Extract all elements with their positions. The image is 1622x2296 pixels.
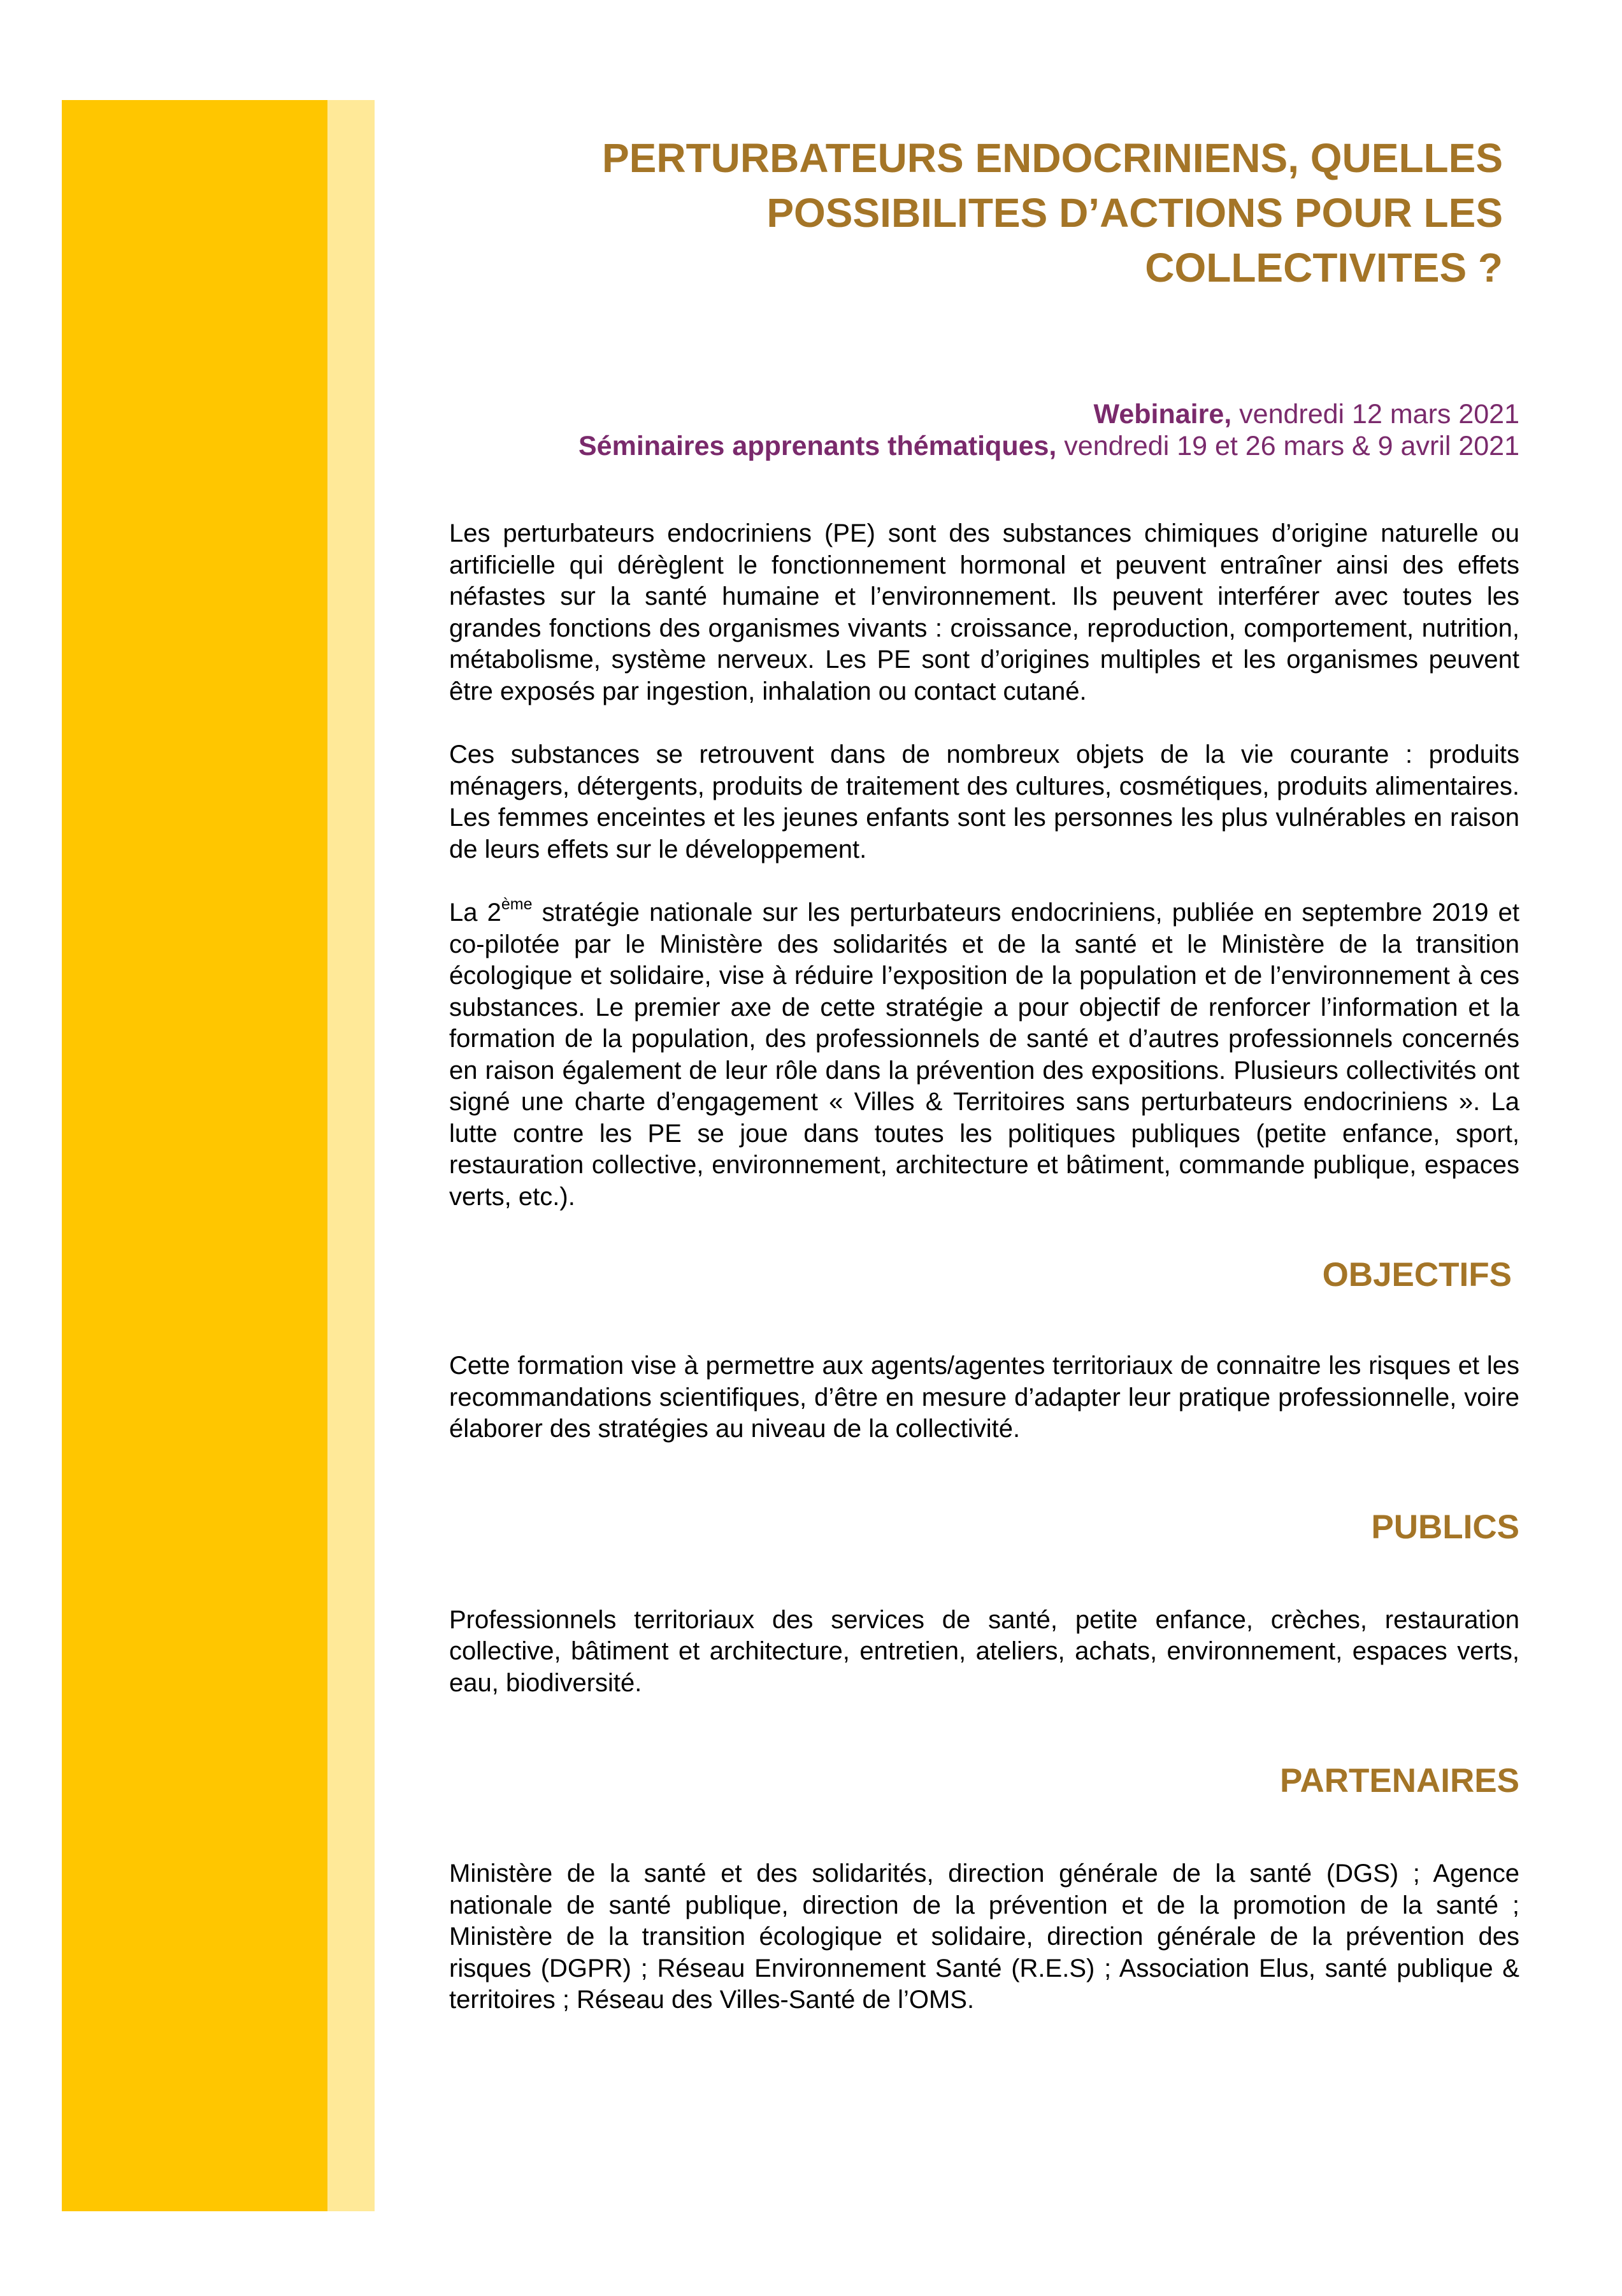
intro-paragraph-2: Ces substances se retrouvent dans de nombreux objets de la vie courante : produits ménagers, détergents, produits de traitement des cultures, cosmétiques, produits alimentaires. Les femmes enceintes et les jeunes enfants sont les personnes les plus vulnérables en raison de leurs effets sur le développement.: [449, 740, 1519, 863]
decorative-band-light: [327, 100, 375, 2211]
session-dates: [449, 398, 1519, 462]
session-date: vendredi 19 et 26 mars & 9 avril 2021: [1056, 431, 1519, 461]
document-title: PERTURBATEURS ENDOCRINIENS, QUELLES POSSIBILITES D’ACTIONS POUR LES COLLECTIVITES ?: [601, 135, 1503, 291]
session-seminaires: [449, 430, 1519, 462]
publics-heading: PUBLICS: [1371, 1508, 1519, 1546]
publics-text: Professionnels territoriaux des services de santé, petite enfance, crèches, restauration collective, bâtiment et architecture, entretien, ateliers, achats, environnement, espaces verts, eau, biodiversité.: [449, 1605, 1519, 1697]
partenaires-heading: PARTENAIRES: [1280, 1762, 1519, 1800]
session-webinaire: [449, 398, 1519, 430]
session-date: vendredi 12 mars 2021: [1231, 399, 1519, 430]
strategy-text-rest: stratégie nationale sur les perturbateurs endocriniens, publiée en septembre 2019 et co-pilotée par le Ministère des solidarités et de la santé et le Ministère de la transition écologique et solidaire, vise à réduire l’exposition de la population et de l’environnement à ces substances. Le premier axe de cette stratégie a pour objectif de renforcer l’information et la formation de la population, des professionnels de santé et d’autres professionnels concernés en raison également de leur rôle dans la prévention des expositions. Plusieurs collectivités ont signé une charte d’engagement « Villes & Territoires sans perturbateurs endocriniens ». La lutte contre les PE se joue dans toutes les politiques publiques (petite enfance, sport, restauration collective, environnement, architecture et bâtiment, commande publique, espaces verts, etc.).: [449, 899, 1520, 1211]
strategy-text-start: La 2: [449, 899, 501, 927]
strategy-superscript: ème: [501, 895, 533, 913]
intro-paragraph-1: Les perturbateurs endocriniens (PE) sont des substances chimiques d’origine naturelle ou artificielle qui dérèglent le fonctionnement hormonal et peuvent entraîner ainsi des effets néfastes sur la santé humaine et l’environnement. Ils peuvent interférer avec toutes les grandes fonctions des organismes vivants : croissance, reproduction, comportement, nutrition, métabolisme, système nerveux. Les PE sont d’origines multiples et les organismes peuvent être exposés par ingestion, inhalation ou contact cutané.: [449, 519, 1519, 705]
objectifs-heading: OBJECTIFS: [1322, 1256, 1512, 1294]
partenaires-text: Ministère de la santé et des solidarités, direction générale de la santé (DGS) ; Agence nationale de santé publique, direction de la prévention et de la promotion de la santé ; Ministère de la transition écologique et solidaire, direction générale de la prévention des risques (DGPR) ; Réseau Environnement Santé (R.E.S) ; Association Elus, santé publique & territoires ; Réseau des Villes-Santé de l’OMS.: [449, 1859, 1519, 2014]
document-content: [449, 131, 1519, 2016]
objectifs-text: Cette formation vise à permettre aux agents/agentes territoriaux de connaitre les risques et les recommandations scientifiques, d’être en mesure d’adapter leur pratique professionnelle, voire élaborer des stratégies au niveau de la collectivité.: [449, 1352, 1519, 1443]
session-label: Webinaire,: [1093, 399, 1232, 430]
strategy-paragraph: [449, 897, 1519, 1213]
session-label: Séminaires apprenants thématiques,: [578, 431, 1057, 461]
decorative-band-dark: [62, 100, 327, 2211]
